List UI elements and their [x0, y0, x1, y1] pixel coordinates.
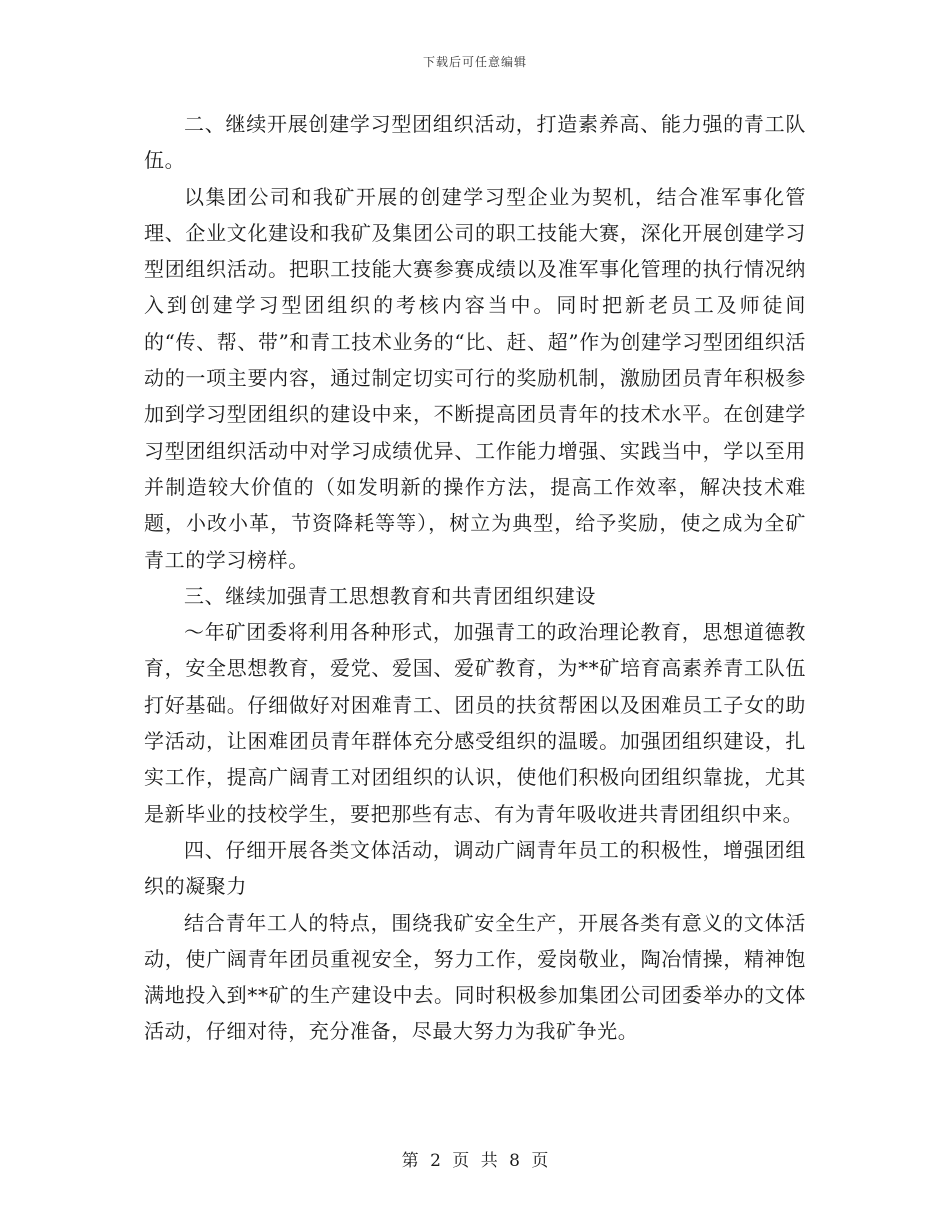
section-heading-4: 四、仔细开展各类文体活动，调动广阔青年员工的积极性，增强团组织的凝聚力	[144, 837, 806, 899]
body-paragraph: 结合青年工人的特点，围绕我矿安全生产，开展各类有意义的文体活动，使广阔青年团员重视安全，努力工作，爱岗敬业，陶冶情操，精神饱满地投入到**矿的生产建设中去。同时积极参加集团公司团委举办的文体活动，仔细对待，充分准备，尽最大努力为我矿争光。	[144, 910, 806, 1044]
section-heading-2: 二、继续开展创建学习型团组织活动，打造素养高、能力强的青工队伍。	[144, 112, 806, 173]
page-header: 下载后可任意编辑	[422, 55, 527, 69]
body-paragraph: 以集团公司和我矿开展的创建学习型企业为契机，结合准军事化管理、企业文化建设和我矿及集团公司的职工技能大赛，深化开展创建学习型团组织活动。把职工技能大赛参赛成绩以及准军事化管理的执行情况纳入到创建学习型团组织的考核内容当中。同时把新老员工及师徒间的“传、帮、带”和青工技术业务的“比、赶、超”作为创建学习型团组织活动的一项主要内容，通过制定切实可行的奖励机制，激励团员青年积极参加到学习型团组织的建设中来，不断提高团员青年的技术水平。在创建学习型团组织活动中对学习成绩优异、工作能力增强、实践当中，学以至用并制造较大价值的（如发明新的操作方法，提高工作效率，解决技术难题，小改小革，节资降耗等等），树立为典型，给予奖励，使之成为全矿青工的学习榜样。	[144, 184, 806, 572]
section-heading-3: 三、继续加强青工思想教育和共青团组织建设	[184, 583, 596, 608]
body-paragraph: ～年矿团委将利用各种形式，加强青工的政治理论教育，思想道德教育，安全思想教育，爱党、爱国、爱矿教育，为**矿培育高素养青工队伍打好基础。仔细做好对困难青工、团员的扶贫帮困以及困难员工子女的助学活动，让困难团员青年群体充分感受组织的温暖。加强团组织建设，扎实工作，提高广阔青工对团组织的认识，使他们积极向团组织靠拢，尤其是新毕业的技校学生，要把那些有志、有为青年吸收进共青团组织中来。	[144, 620, 806, 826]
document-body	[144, 106, 806, 1050]
page-number: 第 2 页 共 8 页	[401, 1151, 549, 1171]
